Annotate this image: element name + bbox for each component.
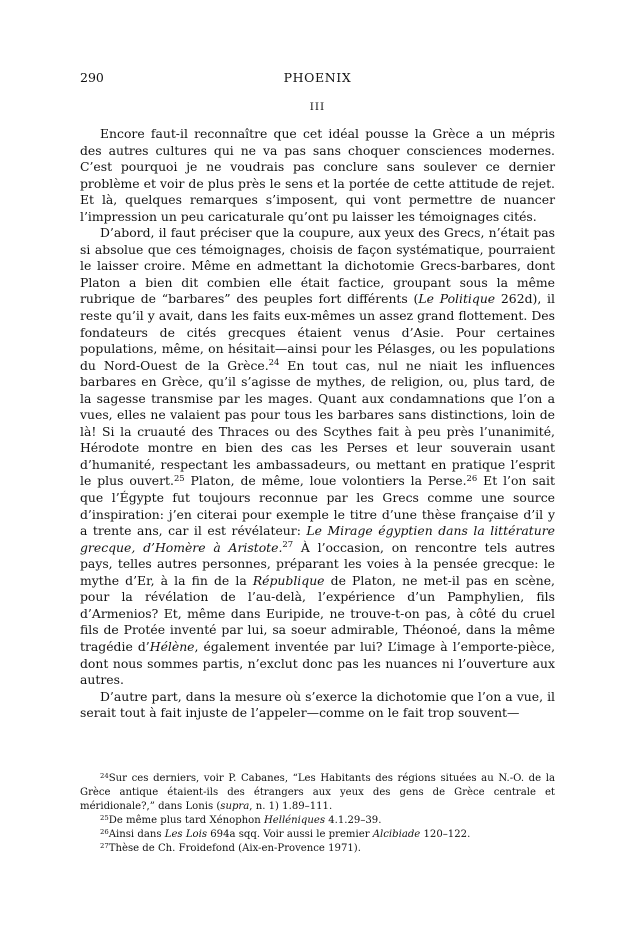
footnote	[80, 772, 555, 814]
text-run: de Platon, ne met-il pas en scène, pour la révélation de l’au-delà, l’expérience d’un Pamphylien, fils d’Armenios? Et, même dans Euripide, ne trouve-t-on pas, à côté du cruel fils de Protée inventé par lui, sa soeur admirable, Théonoé, dans la même tragédie d’	[80, 572, 555, 654]
italic-text: Le Mirage égyptien dans la littérature grecque, d’Homère à Aristote.	[80, 523, 555, 555]
paragraph	[80, 689, 555, 722]
text-run: Sur ces derniers, voir P. Cabanes, “Les Habitants des régions situées au N.-O. de la Grèce antique étaient-ils des étrangers aux yeux des gens de Grèce centrale et méridionale?,” dans Lonis (	[80, 773, 555, 812]
italic-text: Helléniques	[263, 815, 326, 826]
body-text	[80, 126, 555, 722]
italic-text: supra	[220, 801, 250, 812]
footnote	[80, 828, 555, 842]
italic-text: République	[252, 572, 325, 588]
paragraph	[80, 126, 555, 225]
text-run: D’abord, il faut préciser que la coupure, aux yeux des Grecs, n’était pas si absolue que ces témoignages, choisis de façon systématique, pourraient le laisser croire. Même en admettant la dichotomie Grecs-barbares, dont Platon a bien dit combien elle était factice, groupant sous la même rubrique de “barbares” des peuples fort différents (	[80, 225, 555, 307]
text-run: Thèse de Ch. Froidefond (Aix-en-Provence 1971).	[108, 843, 361, 854]
italic-text: Alcibiade	[372, 829, 421, 840]
text-run: Et l’on sait que l’Égypte fut toujours reconnue par les Grecs comme une source d’inspiration: j’en citerai pour exemple le titre d’une thèse française d’il y a trente ans, car il est révélateur:	[80, 473, 555, 539]
footnote-marker: 24	[100, 771, 109, 780]
text-run: De même plus tard Xénophon	[108, 815, 264, 826]
text-run: Platon, de même, loue volontiers la Perse.	[184, 473, 467, 489]
text-run: 694a sqq. Voir aussi le premier	[207, 829, 373, 840]
text-run: À l’occasion, on rencontre tels autres pays, telles autres personnes, préparant les voies à la pensée grecque: le mythe d’Er, à la fin de la	[80, 539, 555, 588]
section-number: III	[309, 101, 326, 113]
footnote-marker: 26	[100, 827, 109, 836]
page-number: 290	[80, 70, 104, 85]
footnote-marker: 27	[100, 841, 109, 850]
italic-text: Le Politique	[418, 291, 496, 307]
text-run: , également inventée par lui? L’image à l’emporte-pièce, dont nous sommes partis, n’exclut donc pas les nuances ni l’ouverture aux autres.	[80, 638, 556, 688]
paragraph	[80, 225, 555, 688]
footnote-marker: 26	[466, 473, 478, 484]
footnote-marker: 27	[282, 539, 294, 550]
footnote-marker: 25	[173, 473, 185, 484]
footnote	[80, 814, 555, 828]
footnotes	[80, 772, 555, 856]
text-run: 120–122.	[420, 829, 471, 840]
text-run: Ainsi dans	[108, 829, 165, 840]
text-run: D’autre part, dans la mesure où s’exerce la dichotomie que l’on a vue, il serait tout à fait injuste de l’appeler—comme on le fait trop souvent—	[80, 688, 555, 721]
text-run: 262d), il reste qu’il y avait, dans les faits eux-mêmes un assez grand flottement. Des fondateurs de cités grecques étaient venus d’Asie. Pour certaines populations, même, on hésitait—ainsi pour les Pélasges, ou les populations du Nord-Ouest de la Grèce.	[80, 291, 555, 373]
text-run: Encore faut-il reconnaître que cet idéal pousse la Grèce a un mépris des autres cultures qui ne va pas sans choquer consciences modernes. C’est pourquoi je ne voudrais pas conclure sans soulever ce dernier problème et voir de plus près le sens et la portée de cette attitude de rejet. Et là, quelques remarques s’imposent, qui vont permettre de nuancer l’impression un peu caricaturale qu’ont pu laisser les témoignages cités.	[80, 126, 555, 224]
text-run: 4.1.29–39.	[325, 815, 382, 826]
running-title: PHOENIX	[283, 70, 352, 85]
footnote-marker: 24	[268, 357, 280, 368]
italic-text: Hélène	[149, 638, 195, 654]
page-header	[80, 70, 555, 86]
footnote-marker: 25	[100, 813, 109, 822]
text-run: En tout cas, nul ne niait les influences barbares en Grèce, qu’il s’agisse de mythes, de religion, ou, plus tard, de la sagesse transmise par les mages. Quant aux condamnations que l’on a vues, elles ne valaient pas pour tous les barbares sans distinctions, loin de là! Si la cruauté des Thraces ou des Scythes fait à peu près l’unanimité, Hérodote montre en bien des cas les Perses et leur souverain usant d’humanité, respectant les ambassadeurs, ou mettant en pratique l’esprit le plus ouvert.	[80, 357, 555, 489]
footnote	[80, 842, 555, 856]
text-run: , n. 1) 1.89–111.	[249, 801, 333, 812]
italic-text: Les Lois	[164, 829, 208, 840]
